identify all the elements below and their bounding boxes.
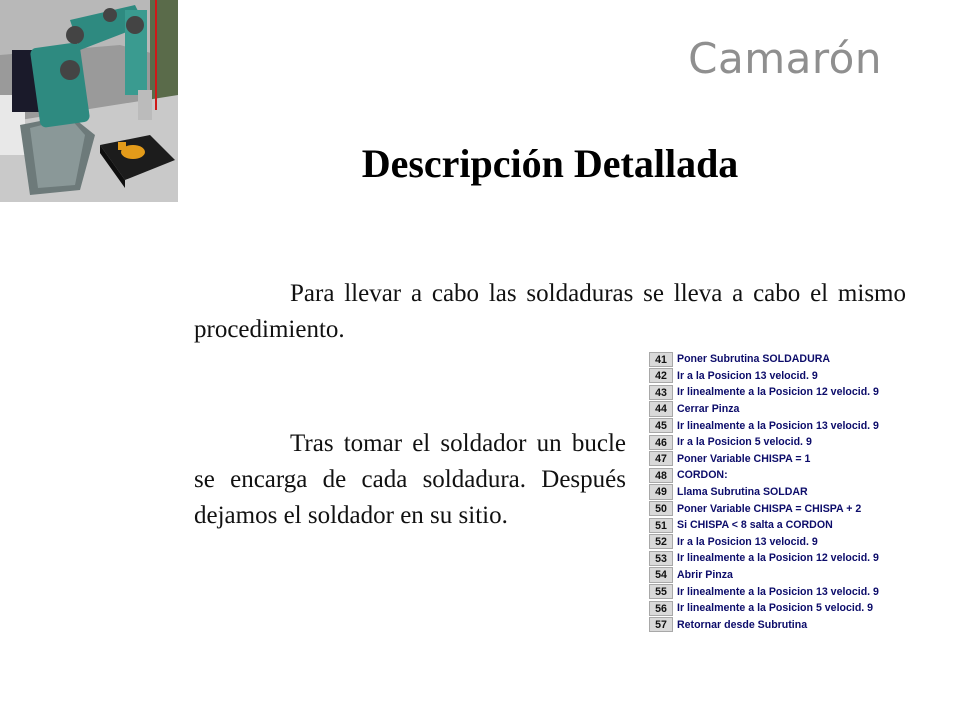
- line-command: CORDON:: [677, 469, 728, 482]
- paragraph-loop-text: Tras tomar el soldador un bucle se encarga de cada soldadura. Después dejamos el soldador en su sitio.: [194, 430, 626, 529]
- line-command: Cerrar Pinza: [677, 403, 740, 416]
- program-line: [649, 434, 909, 451]
- program-line: [649, 401, 909, 418]
- line-command: Abrir Pinza: [677, 569, 733, 582]
- line-command: Llama Subrutina SOLDAR: [677, 486, 808, 499]
- line-command: Ir linealmente a la Posicion 13 velocid. 9: [677, 419, 879, 432]
- line-command: Retornar desde Subrutina: [677, 618, 808, 631]
- program-line: [649, 484, 909, 501]
- program-line: [649, 351, 909, 368]
- program-line: [649, 500, 909, 517]
- line-number: 47: [649, 451, 673, 466]
- line-command: Ir a la Posicion 13 velocid. 9: [677, 369, 818, 382]
- line-command: Ir linealmente a la Posicion 5 velocid. 9: [677, 602, 874, 615]
- line-number: 49: [649, 484, 673, 499]
- paragraph-loop: [194, 426, 626, 534]
- paragraph-procedure: [194, 276, 906, 348]
- line-number: 44: [649, 401, 673, 416]
- line-command: Ir linealmente a la Posicion 12 velocid. 9: [677, 552, 879, 565]
- program-line: [649, 517, 909, 534]
- line-number: 52: [649, 534, 673, 549]
- line-number: 48: [649, 468, 673, 483]
- section-title: Camarón: [688, 34, 882, 83]
- program-line: [649, 417, 909, 434]
- program-line: [649, 534, 909, 551]
- line-number: 55: [649, 584, 673, 599]
- program-line: [649, 617, 909, 634]
- program-line: [649, 567, 909, 584]
- line-command: Ir linealmente a la Posicion 13 velocid. 9: [677, 585, 879, 598]
- program-line: [649, 368, 909, 385]
- program-line: [649, 384, 909, 401]
- line-number: 50: [649, 501, 673, 516]
- program-listing: [649, 351, 909, 633]
- line-number: 53: [649, 551, 673, 566]
- line-number: 57: [649, 617, 673, 632]
- line-number: 46: [649, 435, 673, 450]
- line-number: 56: [649, 601, 673, 616]
- line-command: Poner Variable CHISPA = 1: [677, 452, 811, 465]
- paragraph-procedure-text: Para llevar a cabo las soldaduras se lleva a cabo el mismo procedimiento.: [194, 280, 906, 343]
- line-command: Ir a la Posicion 13 velocid. 9: [677, 535, 818, 548]
- line-command: Si CHISPA < 8 salta a CORDON: [677, 519, 833, 532]
- line-command: Poner Variable CHISPA = CHISPA + 2: [677, 502, 862, 515]
- line-number: 42: [649, 368, 673, 383]
- slide-heading: Descripción Detallada: [361, 141, 739, 186]
- program-line: [649, 550, 909, 567]
- line-command: Ir a la Posicion 5 velocid. 9: [677, 436, 812, 449]
- program-line: [649, 583, 909, 600]
- line-number: 54: [649, 567, 673, 582]
- line-number: 43: [649, 385, 673, 400]
- line-number: 45: [649, 418, 673, 433]
- program-line: [649, 467, 909, 484]
- program-line: [649, 600, 909, 617]
- line-number: 51: [649, 518, 673, 533]
- line-number: 41: [649, 352, 673, 367]
- line-command: Ir linealmente a la Posicion 12 velocid. 9: [677, 386, 879, 399]
- program-line: [649, 451, 909, 468]
- line-command: Poner Subrutina SOLDADURA: [677, 353, 831, 366]
